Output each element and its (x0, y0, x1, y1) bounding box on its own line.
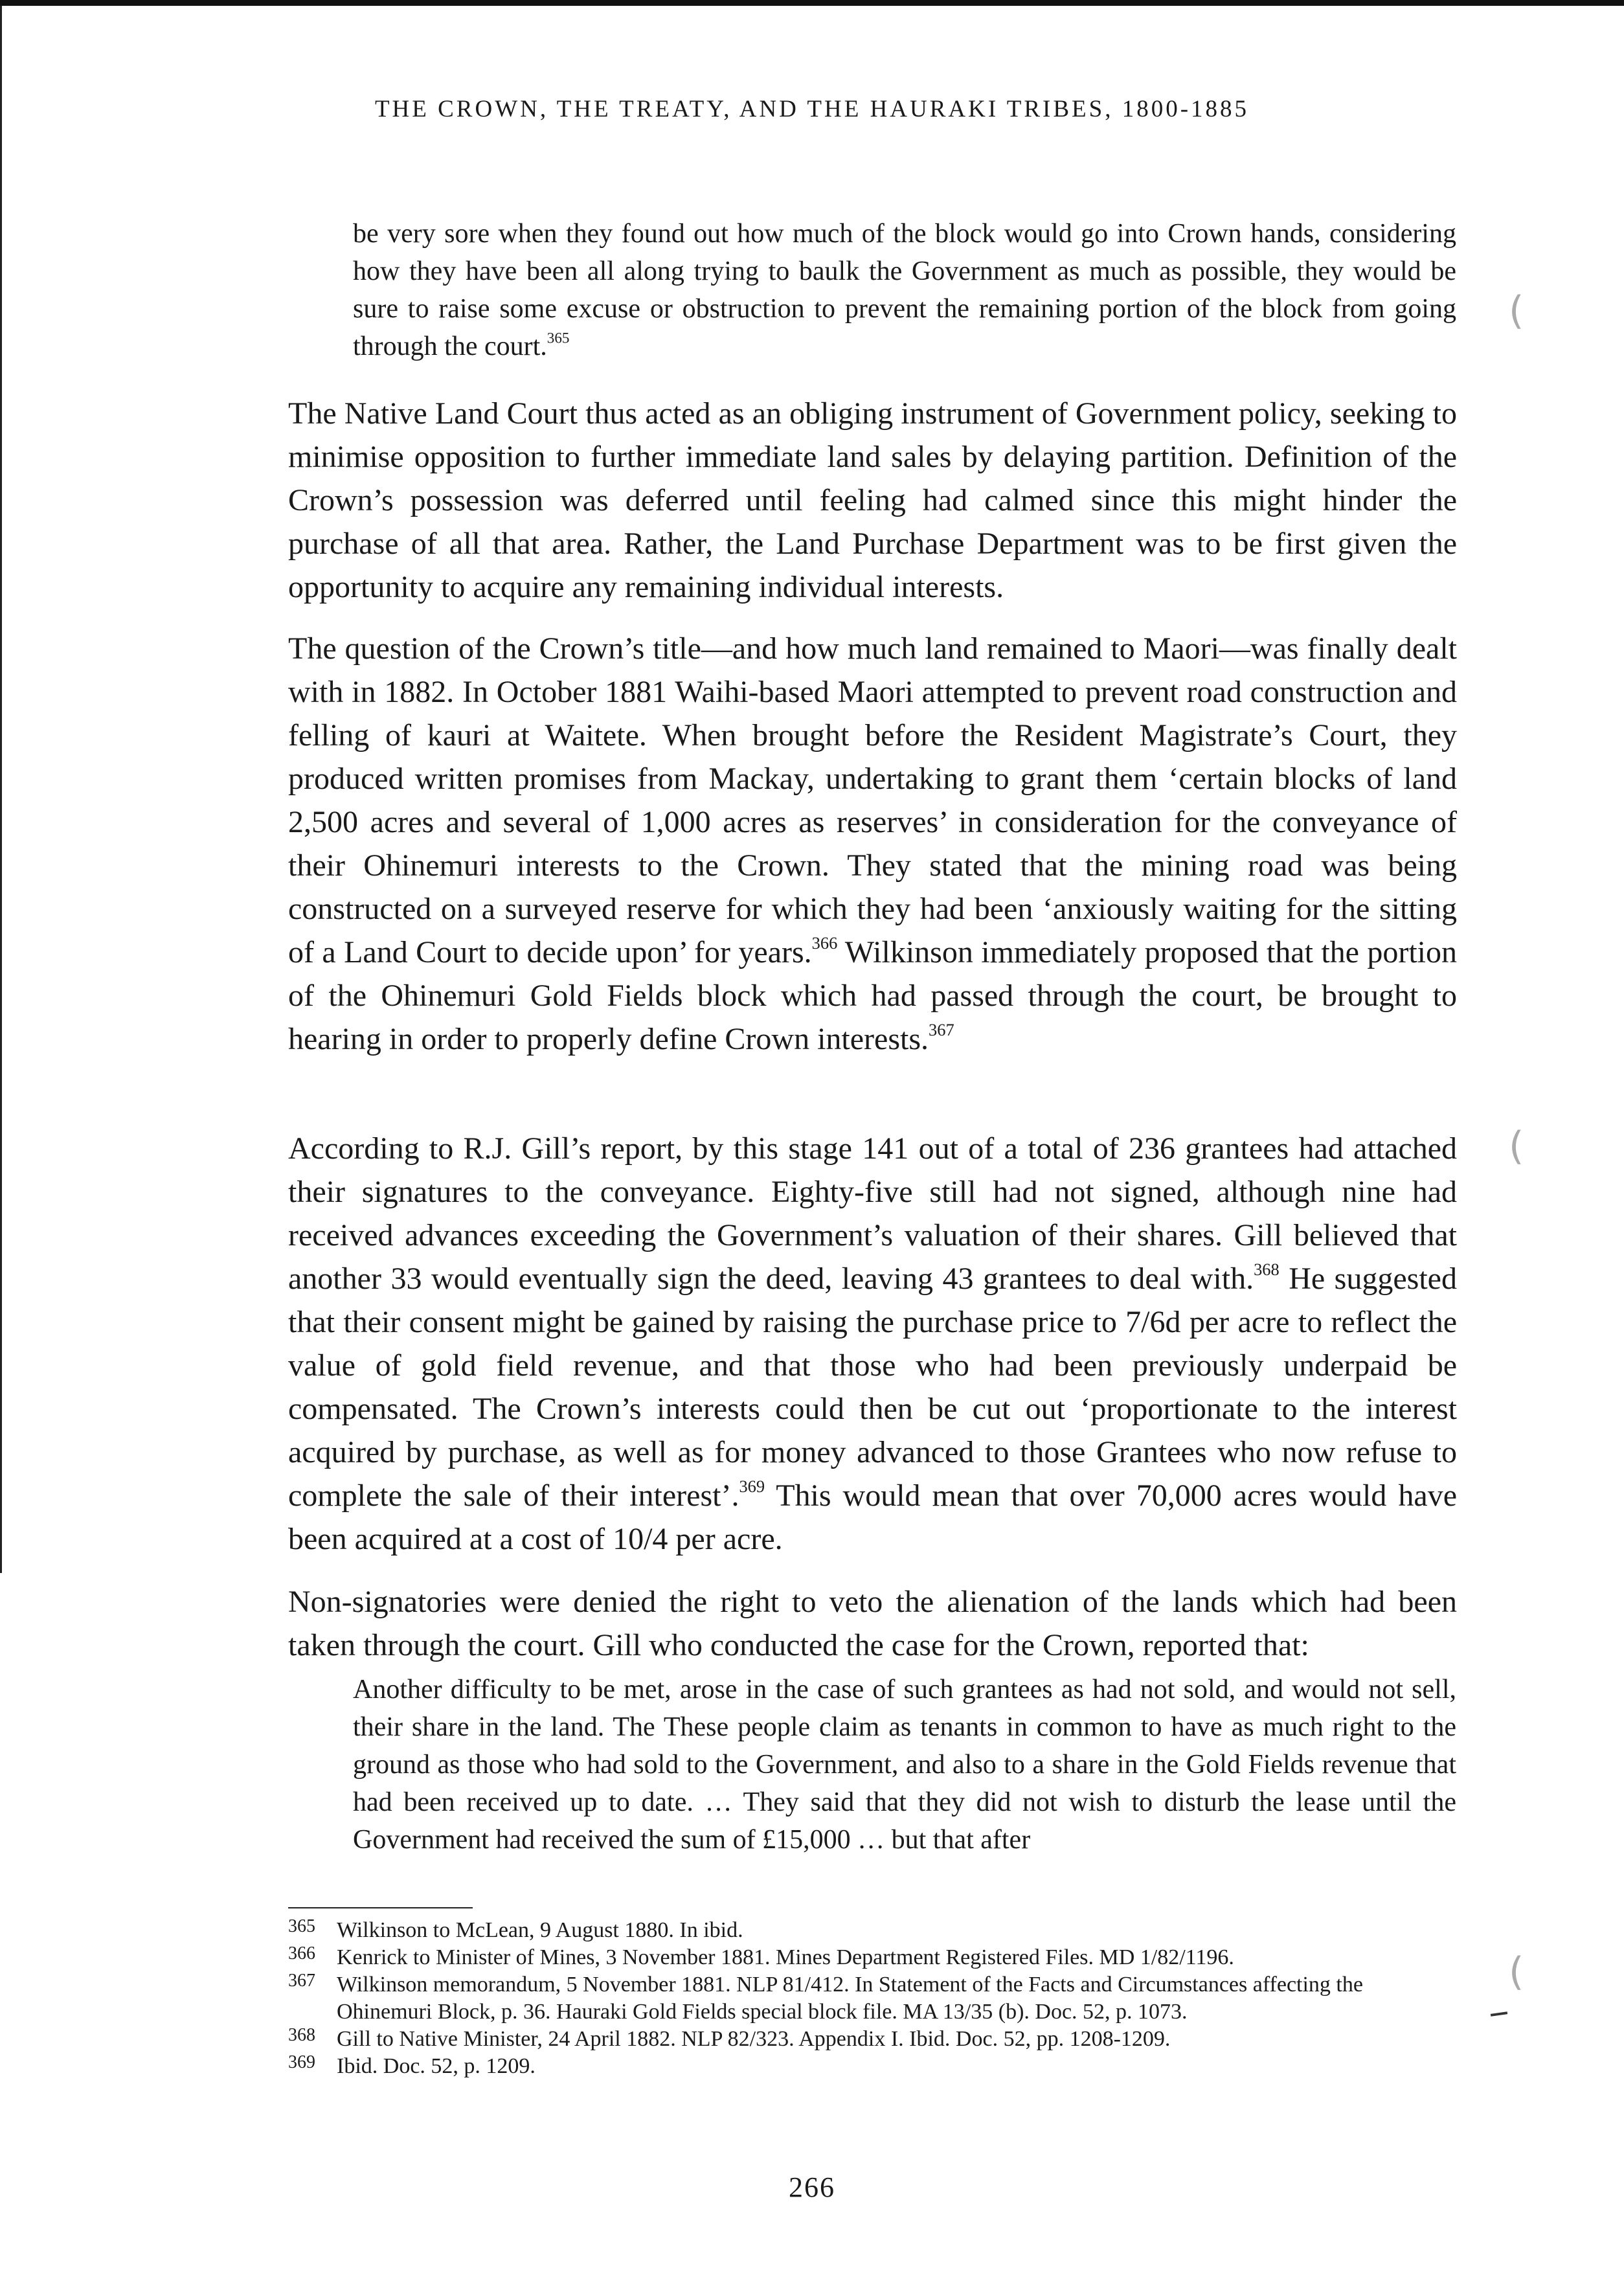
paragraph-2 (288, 627, 1457, 1061)
footnote-ref-369[interactable]: 369 (739, 1476, 765, 1496)
paragraph-3-text-c: This would mean that over 70,000 acres would have been acquired at a cost of 10/4 per acre. (288, 1478, 1457, 1556)
page-number: 266 (789, 2171, 835, 2203)
scan-left-border (0, 6, 2, 1573)
footnote-365 (288, 1917, 1457, 1944)
paragraph-1: The Native Land Court thus acted as an obliging instrument of Government policy, seeking to minimise opposition to further immediate land sales by delaying partition. Definition of the Crown’s possession was deferred until feeling had calmed since this might hinder the purchase of all that area. Rather, the Land Purchase Department was to be first given the opportunity to acquire any remaining individual interests. (288, 396, 1457, 604)
block-quote-1 (353, 215, 1456, 365)
paragraph-2-text-b: Wilkinson immediately proposed that the portion of the Ohinemuri Gold Fields block which had passed through the court, be brought to hearing in order to properly define Crown interests. (288, 935, 1458, 1056)
footnote-text: Wilkinson to McLean, 9 August 1880. In ibid. (337, 1918, 743, 1942)
footnote-number: 367 (288, 1971, 315, 1991)
paragraph-3-text-a: According to R.J. Gill’s report, by this stage 141 out of a total of 236 grantees had attached their signatures to the conveyance. Eighty-five still had not signed, although nine had received advances exceeding the Government’s valuation of their shares. Gill believed that another 33 would eventually sign the deed, leaving 43 grantees to deal with. (288, 1131, 1457, 1296)
footnote-text: Wilkinson memorandum, 5 November 1881. NLP 81/412. In Statement of the Facts and Circumstances affecting the Ohinemuri Block, p. 36. Hauraki Gold Fields special block file. MA 13/35 (b). Doc. 52, p. 1073. (337, 1973, 1363, 2024)
footnote-number: 369 (288, 2052, 315, 2072)
binding-hole-mark: ( (1509, 1124, 1524, 1169)
footnote-369 (288, 2053, 1457, 2080)
footnote-367 (288, 1971, 1457, 2026)
paragraph-4: Non-signatories were denied the right to veto the alienation of the lands which had been taken through the court. Gill who conducted the case for the Crown, reported that: (288, 1585, 1457, 1662)
block-quote-2: Another difficulty to be met, arose in the case of such grantees as had not sold, and would not sell, their share in the land. The These people claim as tenants in common to have as much right to the ground as those who had sold to the Government, and also to a share in the Gold Fields revenue that had been received up to date. … They said that they did not wish to disturb the lease until the Government had received the sum of £15,000 … but that after (353, 1675, 1456, 1855)
footnote-text: Gill to Native Minister, 24 April 1882. NLP 82/323. Appendix I. Ibid. Doc. 52, pp. 1208-1209. (337, 2027, 1171, 2051)
scan-top-border (0, 0, 1624, 6)
footnote-text: Kenrick to Minister of Mines, 3 November 1881. Mines Department Registered Files. MD 1/82/1196. (337, 1945, 1234, 1969)
footnote-ref-368[interactable]: 368 (1254, 1259, 1280, 1279)
footnote-ref-367[interactable]: 367 (929, 1019, 954, 1039)
scan-mark (1491, 2011, 1507, 2017)
footnote-368 (288, 2026, 1457, 2053)
paragraph-2-text-a: The question of the Crown’s title—and how much land remained to Maori—was finally dealt with in 1882. In October 1881 Waihi-based Maori attempted to prevent road construction and felling of kauri at Waitete. When brought before the Resident Magistrate’s Court, they produced written promises from Mackay, undertaking to grant them ‘certain blocks of land 2,500 acres and several of 1,000 acres as reserves’ in consideration for the conveyance of their Ohinemuri interests to the Crown. They stated that the mining road was being constructed on a surveyed reserve for which they had been ‘anxiously waiting for the sitting of a Land Court to decide upon’ for years. (288, 631, 1457, 969)
binding-hole-mark: ( (1509, 1949, 1524, 1995)
footnote-number: 368 (288, 2025, 315, 2045)
footnote-366 (288, 1944, 1457, 1971)
footnote-ref-365[interactable]: 365 (547, 329, 570, 346)
running-header: THE CROWN, THE TREATY, AND THE HAURAKI TRIBES, 1800-1885 (374, 96, 1250, 122)
binding-hole-mark: ( (1509, 288, 1524, 334)
footnote-rule (288, 1907, 473, 1908)
footnote-text: Ibid. Doc. 52, p. 1209. (337, 2054, 536, 2078)
paragraph-3 (288, 1127, 1457, 1561)
footnotes (288, 1917, 1457, 2080)
block-quote-1-text: be very sore when they found out how much of the block would go into Crown hands, considering how they have been all along trying to baulk the Government as much as possible, they would be sure to raise some excuse or obstruction to prevent the remaining portion of the block from going through the court. (353, 219, 1456, 361)
footnote-number: 366 (288, 1943, 315, 1964)
paragraph-3-text-b: He suggested that their consent might be gained by raising the purchase price to 7/6d per acre to reflect the value of gold field revenue, and that those who had been previously underpaid be compensated. The Crown’s interests could then be cut out ‘proportionate to the interest acquired by purchase, as well as for money advanced to those Grantees who now refuse to complete the sale of their interest’. (288, 1262, 1457, 1513)
footnote-ref-366[interactable]: 366 (811, 933, 838, 953)
footnote-number: 365 (288, 1916, 315, 1936)
